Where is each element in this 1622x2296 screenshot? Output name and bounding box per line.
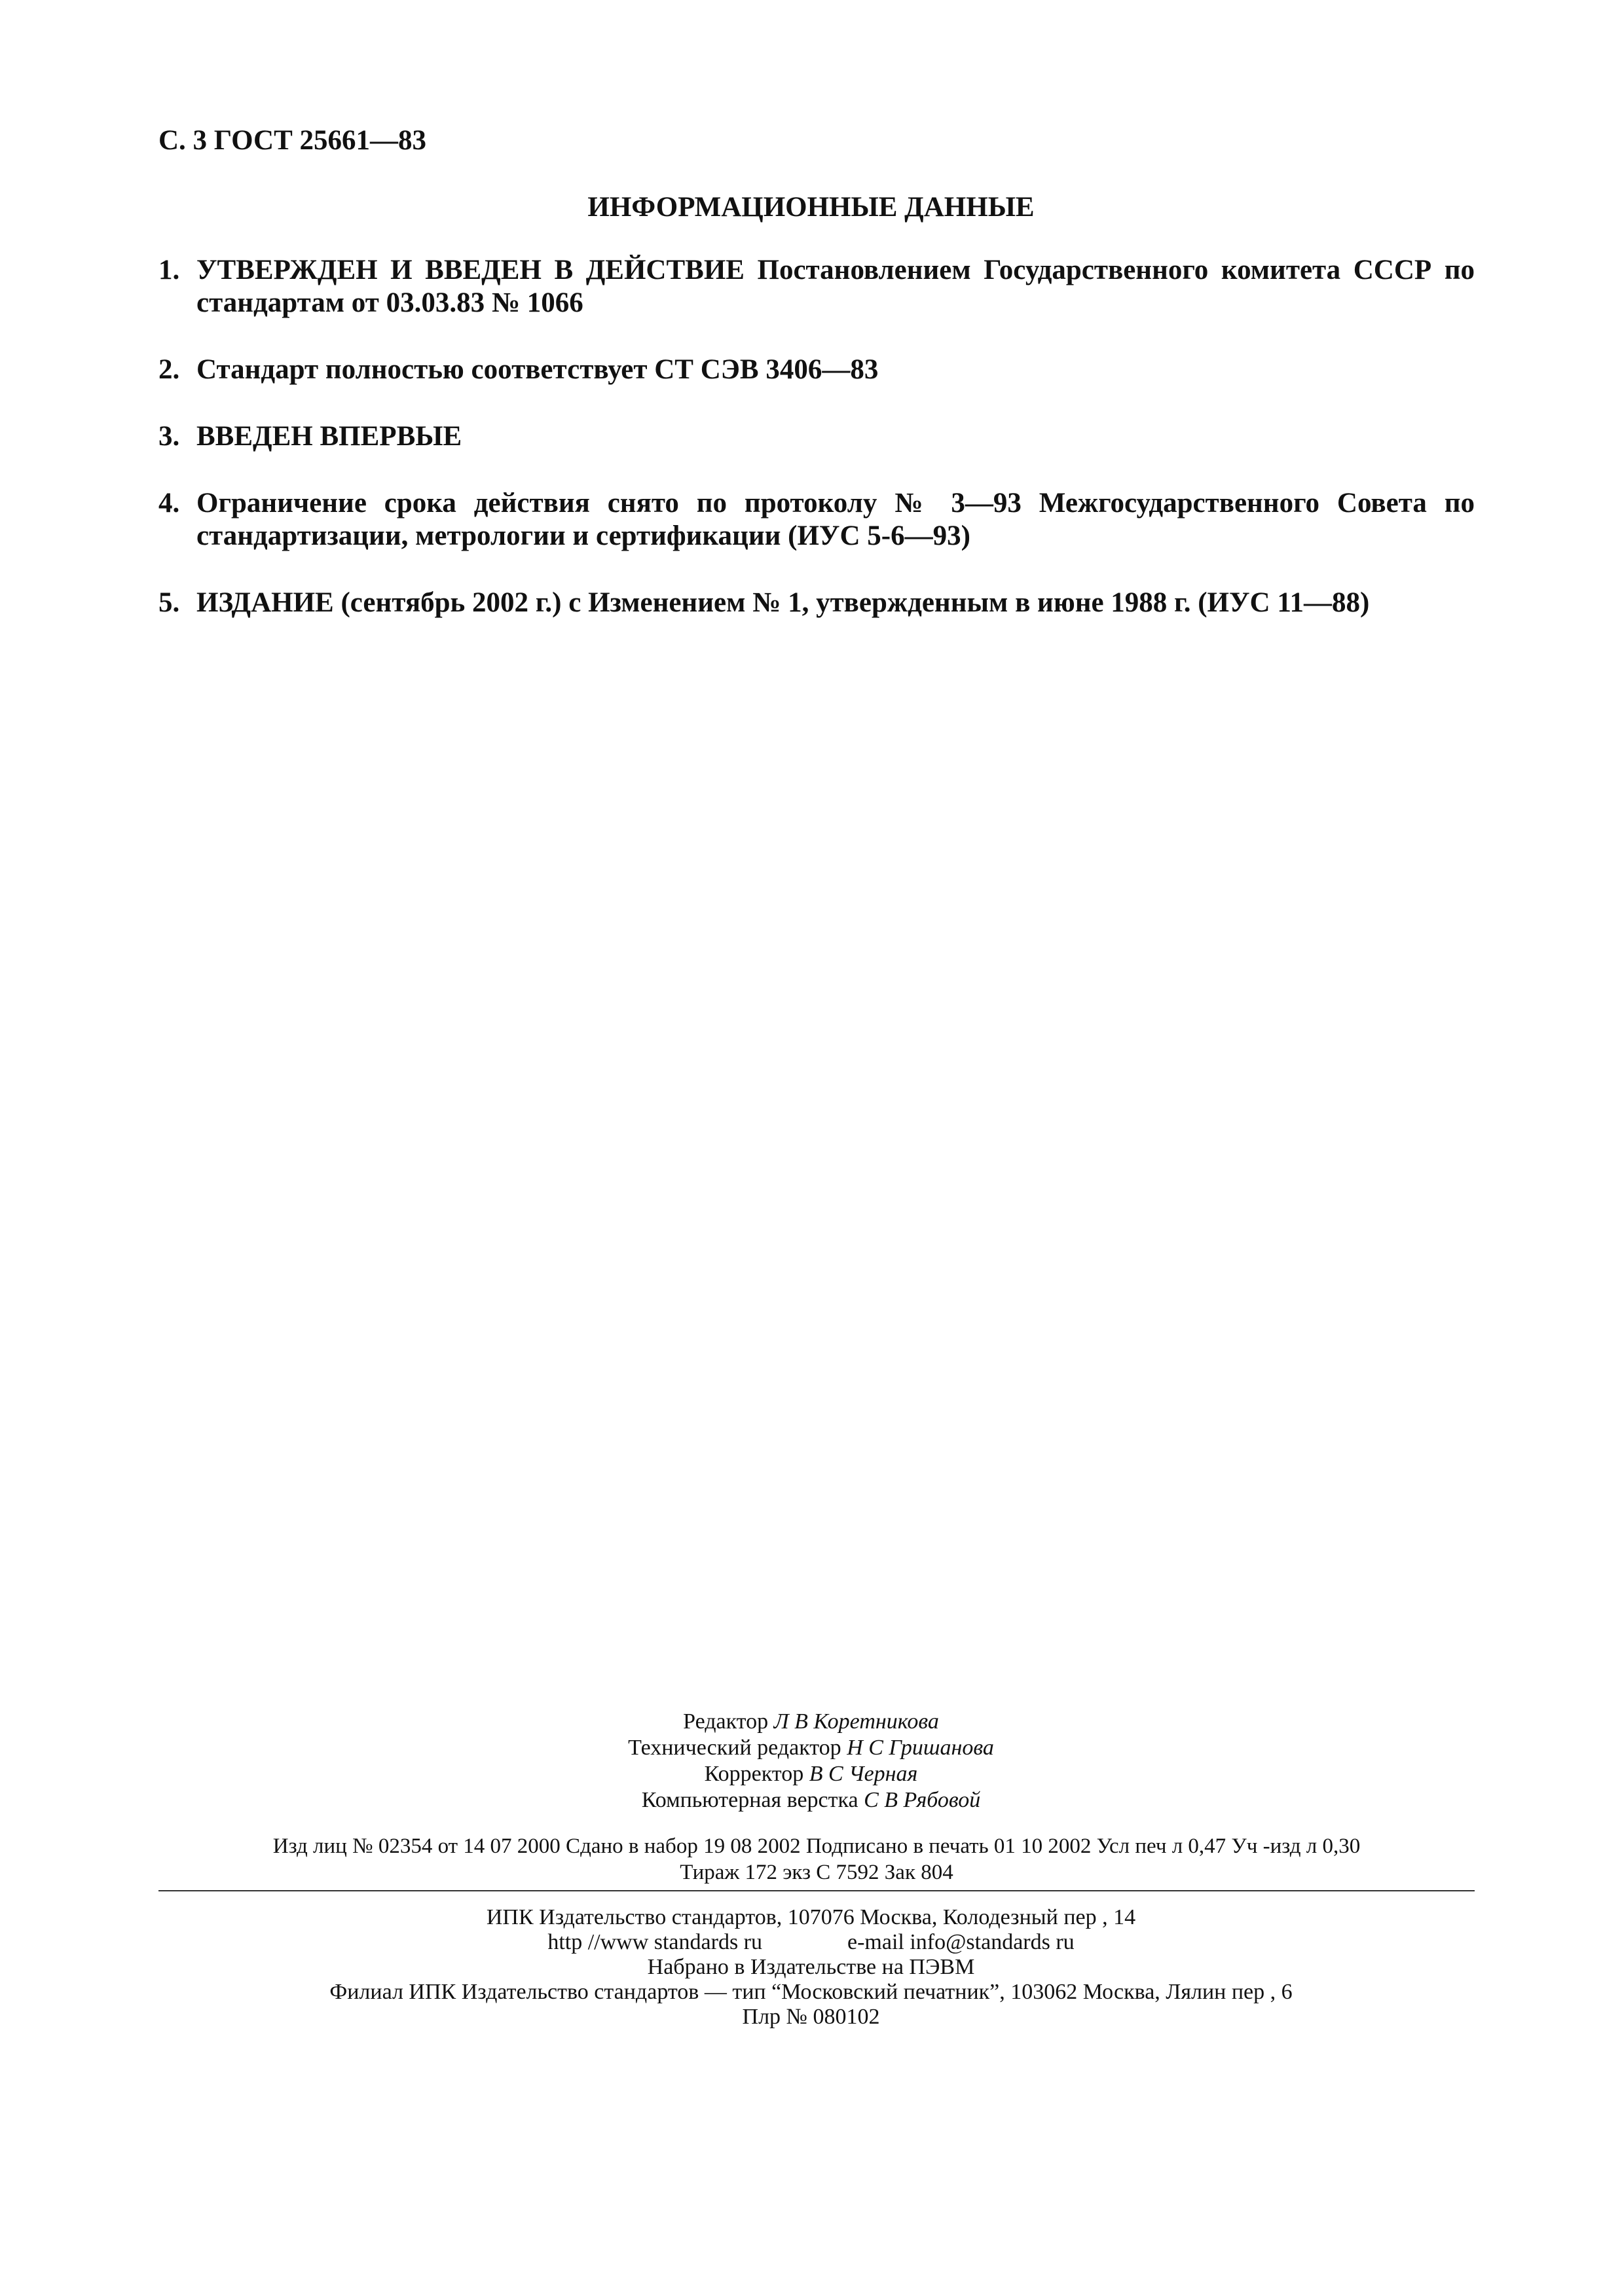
publisher-website-link[interactable]: http //www standards ru <box>547 1930 762 1954</box>
info-items-list <box>158 254 1475 653</box>
printing-license: Плр № 080102 <box>742 2005 880 2029</box>
publication-info-line: Изд лиц № 02354 от 14 07 2000 Сдано в набор 19 08 2002 Подписано в печать 01 10 2002 Усл печ л 0,47 Уч -изд л 0,30 <box>272 1834 1361 1858</box>
item-number: 4. <box>158 488 180 519</box>
publisher-email-link[interactable]: e-mail info@standards ru <box>847 1930 1075 1954</box>
item-number: 2. <box>158 354 180 385</box>
item-text: УТВЕРЖДЕН И ВВЕДЕН В ДЕЙСТВИЕ Постановлением Государственного комитета СССР по стандартам от 03.03.83 № 1066 <box>196 255 1475 318</box>
info-item <box>158 587 1475 619</box>
item-text: ИЗДАНИЕ (сентябрь 2002 г.) с Изменением № 1, утвержденным в июне 1988 г. (ИУС 11—88) <box>196 587 1370 618</box>
item-text: ВВЕДЕН ВПЕРВЫЕ <box>196 421 462 452</box>
credit-name: Н С Гришанова <box>847 1736 994 1760</box>
info-item <box>158 354 1475 386</box>
credit-name: В С Черная <box>809 1762 918 1786</box>
page-reference: С. 3 ГОСТ 25661—83 <box>158 125 427 156</box>
credit-role: Редактор <box>683 1709 769 1734</box>
branch-address: Филиал ИПК Издательство стандартов — тип “Московский печатник”, 103062 Москва, Лялин пер , 6 <box>329 1980 1293 2004</box>
credit-technical-editor <box>0 1735 1622 1761</box>
item-text: Ограничение срока действия снято по протоколу № 3—93 Межгосударственного Совета по стандартизации, метрологии и сертификации (ИУС 5-6—93) <box>196 488 1475 551</box>
print-run-line: Тираж 172 экз С 7592 Зак 804 <box>680 1861 953 1884</box>
credits-block <box>0 1709 1622 1813</box>
credit-editor <box>0 1709 1622 1735</box>
info-item <box>158 487 1475 553</box>
credit-layout <box>0 1787 1622 1813</box>
publisher-block <box>0 1905 1622 2030</box>
footer-divider <box>158 1890 1475 1891</box>
publisher-address: ИПК Издательство стандартов, 107076 Москва, Колодезный пер , 14 <box>486 1905 1136 1929</box>
publisher-contacts <box>0 1930 1622 1955</box>
section-title: ИНФОРМАЦИОННЫЕ ДАННЫЕ <box>587 192 1035 223</box>
item-number: 1. <box>158 255 180 285</box>
item-number: 3. <box>158 421 180 452</box>
publication-info <box>158 1833 1475 1886</box>
credit-name: Л В Коретникова <box>773 1709 939 1734</box>
credit-role: Компьютерная верстка <box>641 1788 858 1812</box>
credit-proofreader <box>0 1761 1622 1787</box>
info-item <box>158 420 1475 453</box>
credit-name: С В Рябовой <box>864 1788 981 1812</box>
credit-role: Корректор <box>704 1762 804 1786</box>
item-text: Стандарт полностью соответствует СТ СЭВ 3406—83 <box>196 354 879 385</box>
credit-role: Технический редактор <box>628 1736 841 1760</box>
item-number: 5. <box>158 587 180 618</box>
info-item <box>158 254 1475 319</box>
typeset-note: Набрано в Издательстве на ПЭВМ <box>647 1955 975 1979</box>
